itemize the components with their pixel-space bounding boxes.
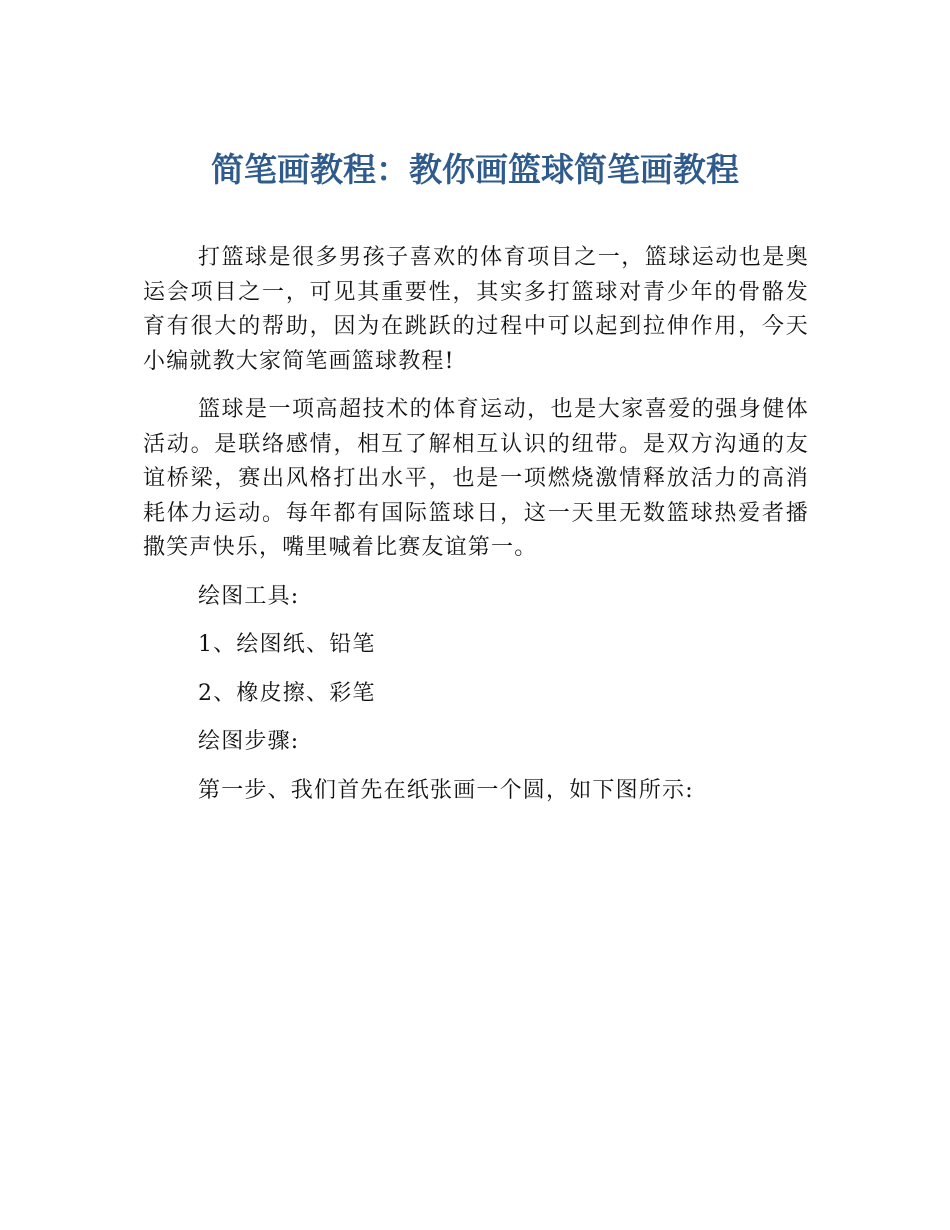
document-title: 简笔画教程：教你画篮球简笔画教程 [211, 150, 739, 189]
basketball-description-paragraph: 篮球是一项高超技术的体育运动，也是大家喜爱的强身健体活动。是联络感情，相互了解相互认识的纽带。是双方沟通的友谊桥梁，赛出风格打出水平，也是一项燃烧激情释放活力的高消耗体力运动。每年都有国际篮球日，这一天里无数篮球热爱者播撒笑声快乐，嘴里喊着比赛友谊第一。 [143, 397, 809, 560]
intro-paragraph: 打篮球是很多男孩子喜欢的体育项目之一，篮球运动也是奥运会项目之一，可见其重要性，其实多打篮球对青少年的骨骼发育有很大的帮助，因为在跳跃的过程中可以起到拉伸作用，今天小编就教大家简笔画篮球教程! [143, 245, 809, 374]
tool-item: 1、绘图纸、铅笔 [198, 632, 376, 657]
tool-item: 2、橡皮擦、彩笔 [198, 680, 376, 706]
step-one-text: 第一步、我们首先在纸张画一个圆，如下图所示: [198, 777, 694, 803]
tools-heading: 绘图工具: [198, 583, 300, 609]
document-body [143, 241, 809, 808]
steps-heading: 绘图步骤: [198, 729, 300, 754]
